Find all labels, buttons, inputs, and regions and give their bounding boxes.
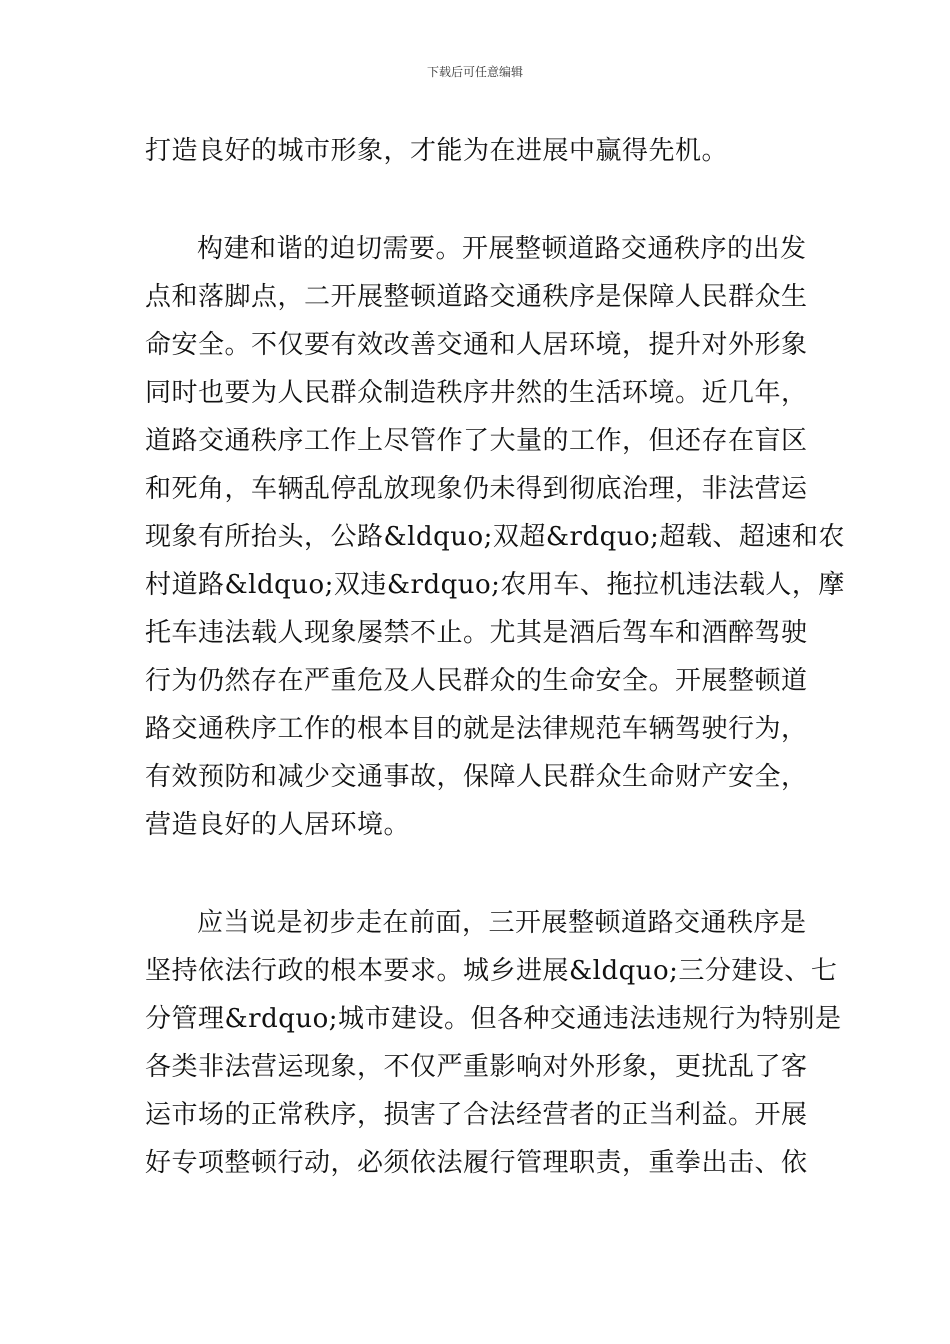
text-line: 应当说是初步走在前面，三开展整顿道路交通秩序是 — [197, 908, 807, 938]
text-line: 各类非法营运现象，不仅严重影响对外形象，更扰乱了客 — [145, 1052, 808, 1082]
text-line: 坚持依法行政的根本要求。城乡进展&ldquo;三分建设、七 — [145, 956, 838, 986]
text-line: 路交通秩序工作的根本目的就是法律规范车辆驾驶行为， — [145, 714, 808, 744]
text-line: 和死角，车辆乱停乱放现象仍未得到彻底治理，非法营运 — [145, 474, 808, 504]
text-line: 打造良好的城市形象，才能为在进展中赢得先机。 — [145, 136, 729, 166]
text-line: 行为仍然存在严重危及人民群众的生命安全。开展整顿道 — [145, 666, 808, 696]
text-line: 好专项整顿行动，必须依法履行管理职责，重拳出击、依 — [145, 1148, 808, 1178]
page-header: 下载后可任意编辑 — [426, 65, 523, 79]
text-line: 道路交通秩序工作上尽管作了大量的工作，但还存在盲区 — [145, 426, 808, 456]
text-line: 有效预防和减少交通事故，保障人民群众生命财产安全， — [145, 762, 808, 792]
text-line: 现象有所抬头，公路&ldquo;双超&rdquo;超载、超速和农 — [145, 522, 845, 552]
text-line: 营造良好的人居环境。 — [145, 810, 411, 840]
text-line: 构建和谐的迫切需要。开展整顿道路交通秩序的出发 — [197, 234, 807, 264]
text-line: 村道路&ldquo;双违&rdquo;农用车、拖拉机违法载人，摩 — [145, 570, 845, 600]
text-line: 命安全。不仅要有效改善交通和人居环境，提升对外形象 — [145, 330, 808, 360]
text-line: 运市场的正常秩序，损害了合法经营者的正当利益。开展 — [145, 1100, 808, 1130]
text-line: 托车违法载人现象屡禁不止。尤其是酒后驾车和酒醉驾驶 — [145, 618, 808, 648]
text-line: 点和落脚点，二开展整顿道路交通秩序是保障人民群众生 — [145, 282, 808, 312]
text-line: 同时也要为人民群众制造秩序井然的生活环境。近几年， — [145, 378, 808, 408]
text-line: 分管理&rdquo;城市建设。但各种交通违法违规行为特别是 — [145, 1004, 842, 1034]
